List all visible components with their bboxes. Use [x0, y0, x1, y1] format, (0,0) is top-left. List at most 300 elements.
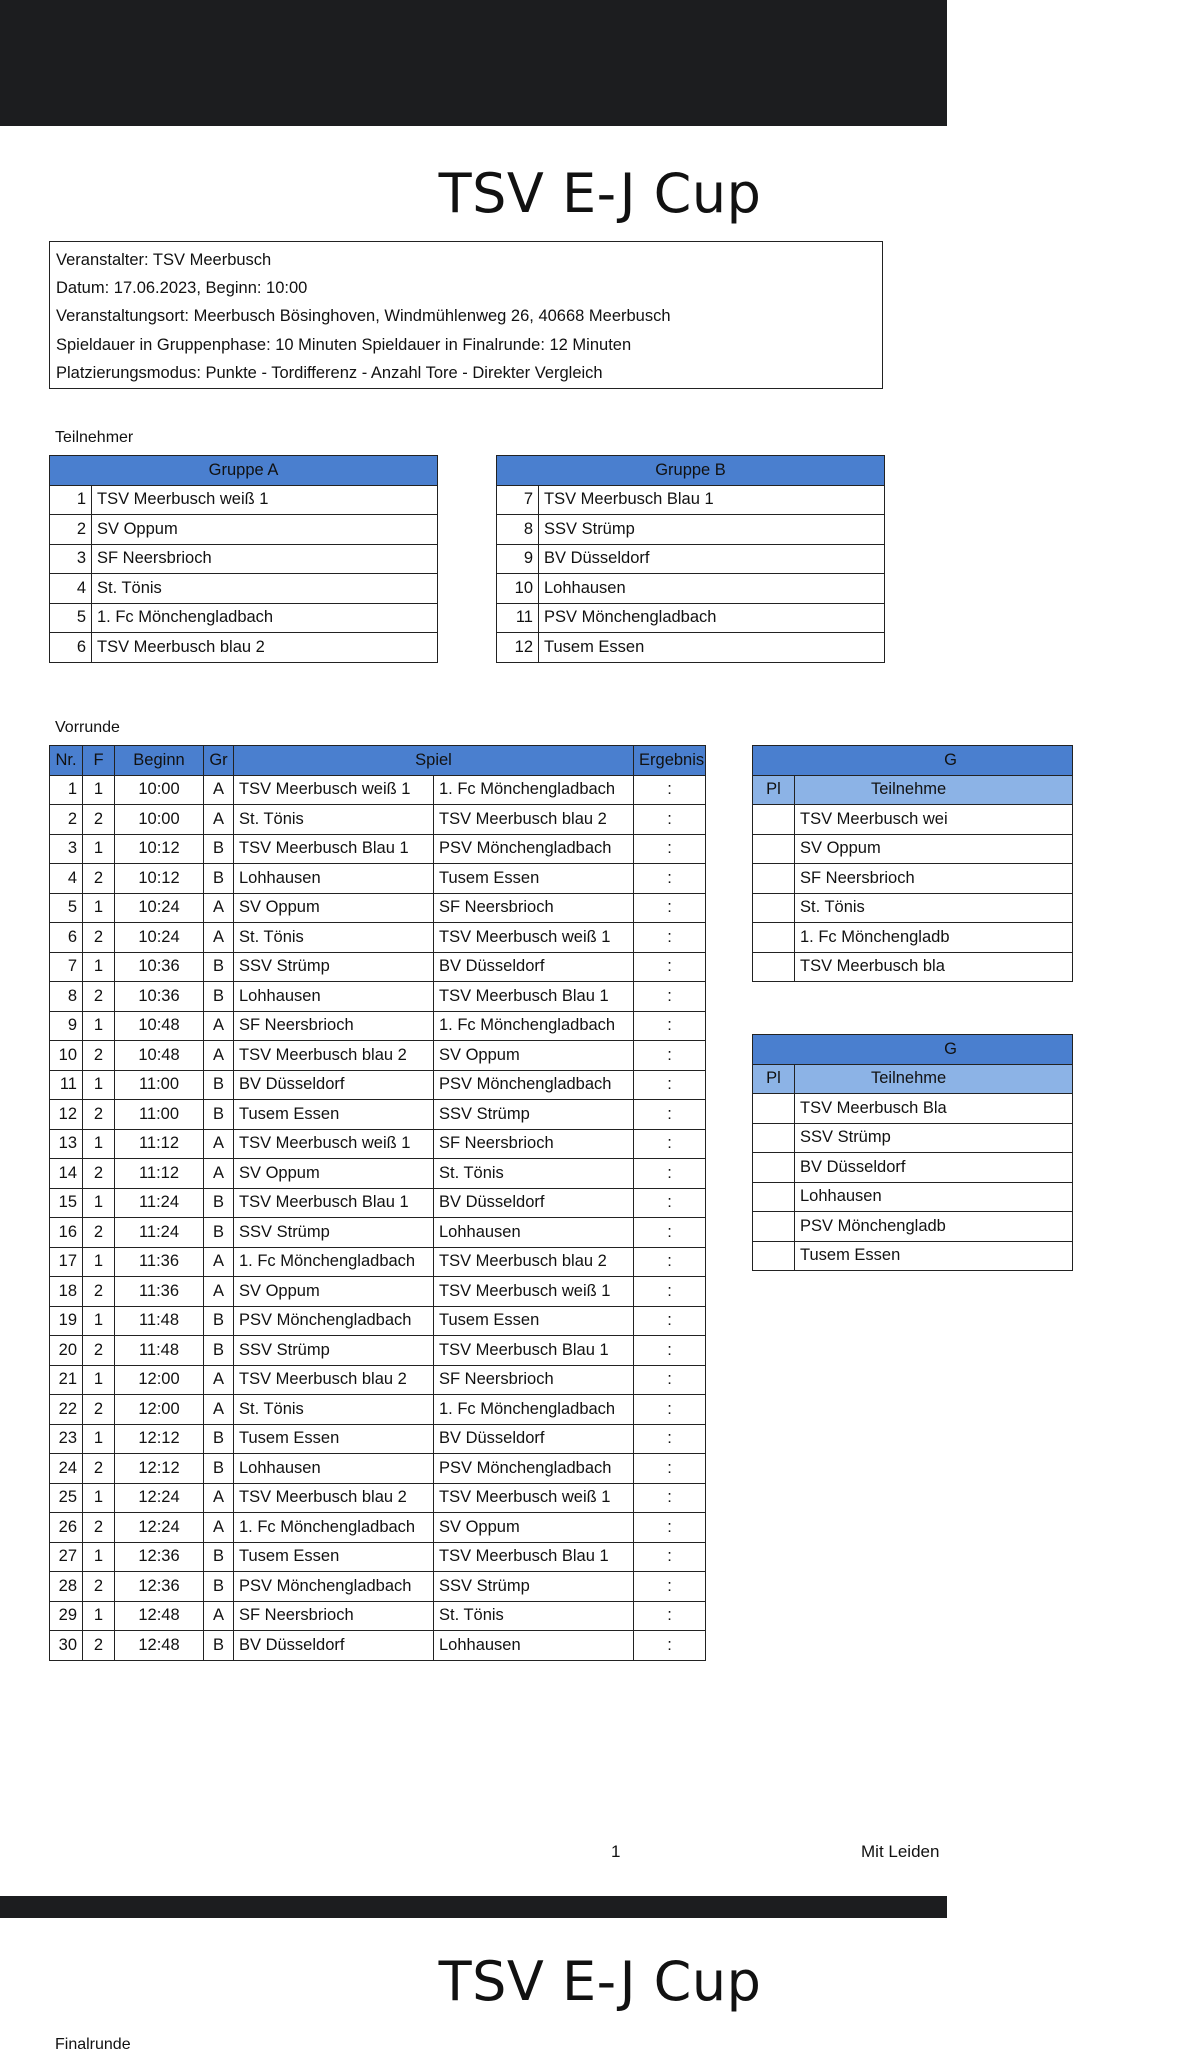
home-team: SSV Strümp	[234, 1336, 434, 1366]
standings-place	[753, 864, 795, 894]
away-team: SV Oppum	[434, 1513, 634, 1543]
match-start-time: 12:36	[115, 1542, 204, 1572]
team-number: 11	[497, 603, 539, 633]
event-info-box	[49, 241, 883, 389]
match-result: :	[634, 1631, 706, 1661]
match-start-time: 10:48	[115, 1041, 204, 1071]
team-name: BV Düsseldorf	[539, 544, 885, 574]
team-number: 7	[497, 485, 539, 515]
match-start-time: 12:12	[115, 1424, 204, 1454]
standings-place	[753, 834, 795, 864]
page-separator-bar	[0, 1896, 947, 1918]
match-number: 15	[50, 1188, 83, 1218]
match-group: B	[204, 982, 234, 1012]
team-name: SF Neersbrioch	[92, 544, 438, 574]
away-team: SSV Strümp	[434, 1572, 634, 1602]
match-field: 1	[83, 1424, 115, 1454]
match-result: :	[634, 1011, 706, 1041]
standings-row	[753, 923, 1073, 953]
match-start-time: 11:00	[115, 1100, 204, 1130]
match-result: :	[634, 923, 706, 953]
match-start-time: 12:12	[115, 1454, 204, 1484]
standings-b-pl-header: Pl	[753, 1064, 795, 1094]
match-row	[50, 1277, 706, 1307]
standings-group-a-table	[752, 745, 1073, 982]
team-name: Lohhausen	[539, 574, 885, 604]
home-team: TSV Meerbusch weiß 1	[234, 1129, 434, 1159]
match-result: :	[634, 1424, 706, 1454]
team-name: TSV Meerbusch weiß 1	[92, 485, 438, 515]
match-start-time: 10:12	[115, 834, 204, 864]
match-field: 1	[83, 1365, 115, 1395]
match-result: :	[634, 1306, 706, 1336]
match-row	[50, 893, 706, 923]
match-field: 1	[83, 1483, 115, 1513]
match-row	[50, 1247, 706, 1277]
team-name: TSV Meerbusch blau 2	[92, 633, 438, 663]
match-result: :	[634, 1601, 706, 1631]
home-team: Tusem Essen	[234, 1542, 434, 1572]
standings-row	[753, 864, 1073, 894]
match-start-time: 11:24	[115, 1188, 204, 1218]
match-result: :	[634, 952, 706, 982]
match-group: A	[204, 1247, 234, 1277]
match-group: B	[204, 1572, 234, 1602]
match-group: B	[204, 1424, 234, 1454]
preliminary-round-label: Vorrunde	[55, 719, 120, 736]
match-group: A	[204, 1129, 234, 1159]
match-number: 6	[50, 923, 83, 953]
match-group: B	[204, 1454, 234, 1484]
away-team: SF Neersbrioch	[434, 1129, 634, 1159]
standings-place	[753, 1094, 795, 1124]
away-team: 1. Fc Mönchengladbach	[434, 1011, 634, 1041]
match-group: A	[204, 1159, 234, 1189]
match-number: 22	[50, 1395, 83, 1425]
group-b-table	[496, 455, 885, 663]
standings-place	[753, 1182, 795, 1212]
standings-place	[753, 1241, 795, 1271]
team-number: 12	[497, 633, 539, 663]
team-row	[50, 633, 438, 663]
standings-place	[753, 952, 795, 982]
away-team: TSV Meerbusch blau 2	[434, 1247, 634, 1277]
match-field: 1	[83, 834, 115, 864]
standings-b-team-header: Teilnehme	[795, 1064, 1073, 1094]
match-start-time: 11:36	[115, 1277, 204, 1307]
match-number: 10	[50, 1041, 83, 1071]
match-start-time: 11:12	[115, 1159, 204, 1189]
standings-team-name: Lohhausen	[795, 1182, 1073, 1212]
home-team: Lohhausen	[234, 1454, 434, 1484]
standings-team-name: TSV Meerbusch wei	[795, 805, 1073, 835]
info-duration: Spieldauer in Gruppenphase: 10 Minuten Spieldauer in Finalrunde: 12 Minuten	[56, 335, 632, 354]
standings-team-name: TSV Meerbusch Bla	[795, 1094, 1073, 1124]
match-number: 21	[50, 1365, 83, 1395]
match-result: :	[634, 893, 706, 923]
match-start-time: 12:36	[115, 1572, 204, 1602]
match-row	[50, 1218, 706, 1248]
match-group: B	[204, 1070, 234, 1100]
page-number: 1	[611, 1842, 621, 1861]
match-number: 16	[50, 1218, 83, 1248]
page-title: TSV E-J Cup	[438, 162, 762, 225]
match-field: 1	[83, 1011, 115, 1041]
team-name: SSV Strümp	[539, 515, 885, 545]
match-start-time: 11:48	[115, 1306, 204, 1336]
team-name: 1. Fc Mönchengladbach	[92, 603, 438, 633]
top-dark-bar	[0, 0, 947, 126]
home-team: SV Oppum	[234, 893, 434, 923]
away-team: St. Tönis	[434, 1601, 634, 1631]
away-team: TSV Meerbusch weiß 1	[434, 1483, 634, 1513]
match-number: 5	[50, 893, 83, 923]
home-team: Lohhausen	[234, 982, 434, 1012]
match-field: 2	[83, 1100, 115, 1130]
team-number: 5	[50, 603, 92, 633]
match-group: B	[204, 1218, 234, 1248]
match-row	[50, 775, 706, 805]
match-start-time: 12:00	[115, 1365, 204, 1395]
standings-a-pl-header: Pl	[753, 775, 795, 805]
home-team: Lohhausen	[234, 864, 434, 894]
match-result: :	[634, 1188, 706, 1218]
info-ranking-mode: Platzierungsmodus: Punkte - Tordifferenz - Anzahl Tore - Direkter Vergleich	[56, 363, 603, 382]
match-field: 1	[83, 1129, 115, 1159]
standings-place	[753, 805, 795, 835]
match-row	[50, 1424, 706, 1454]
home-team: 1. Fc Mönchengladbach	[234, 1513, 434, 1543]
group-b-header: Gruppe B	[497, 456, 885, 486]
match-result: :	[634, 982, 706, 1012]
team-number: 2	[50, 515, 92, 545]
away-team: TSV Meerbusch weiß 1	[434, 1277, 634, 1307]
info-venue: Veranstaltungsort: Meerbusch Bösinghoven, Windmühlenweg 26, 40668 Meerbusch	[56, 307, 671, 326]
team-row	[497, 544, 885, 574]
match-row	[50, 1336, 706, 1366]
col-result-header: Ergebnis	[634, 746, 706, 776]
away-team: PSV Mönchengladbach	[434, 1070, 634, 1100]
team-name: St. Tönis	[92, 574, 438, 604]
home-team: PSV Mönchengladbach	[234, 1572, 434, 1602]
team-number: 3	[50, 544, 92, 574]
team-name: Tusem Essen	[539, 633, 885, 663]
schedule-table	[49, 745, 706, 1661]
away-team: BV Düsseldorf	[434, 1188, 634, 1218]
standings-team-name: 1. Fc Mönchengladb	[795, 923, 1073, 953]
match-result: :	[634, 1218, 706, 1248]
match-result: :	[634, 1395, 706, 1425]
home-team: St. Tönis	[234, 923, 434, 953]
match-number: 3	[50, 834, 83, 864]
standings-b-header: G	[753, 1035, 1073, 1065]
home-team: TSV Meerbusch Blau 1	[234, 834, 434, 864]
match-group: B	[204, 1542, 234, 1572]
standings-team-name: Tusem Essen	[795, 1241, 1073, 1271]
match-row	[50, 1070, 706, 1100]
match-result: :	[634, 1483, 706, 1513]
match-field: 2	[83, 1572, 115, 1602]
group-a-table	[49, 455, 438, 663]
home-team: SF Neersbrioch	[234, 1011, 434, 1041]
standings-row	[753, 1153, 1073, 1183]
standings-row	[753, 952, 1073, 982]
match-number: 24	[50, 1454, 83, 1484]
match-result: :	[634, 1277, 706, 1307]
match-field: 2	[83, 1454, 115, 1484]
match-group: B	[204, 1631, 234, 1661]
match-result: :	[634, 1129, 706, 1159]
away-team: SF Neersbrioch	[434, 893, 634, 923]
home-team: TSV Meerbusch Blau 1	[234, 1188, 434, 1218]
match-group: B	[204, 1100, 234, 1130]
home-team: TSV Meerbusch weiß 1	[234, 775, 434, 805]
match-row	[50, 1041, 706, 1071]
match-number: 9	[50, 1011, 83, 1041]
match-group: B	[204, 952, 234, 982]
match-field: 1	[83, 1306, 115, 1336]
match-start-time: 12:24	[115, 1483, 204, 1513]
match-number: 28	[50, 1572, 83, 1602]
match-group: B	[204, 1188, 234, 1218]
team-row	[50, 603, 438, 633]
match-group: A	[204, 1011, 234, 1041]
standings-team-name: St. Tönis	[795, 893, 1073, 923]
match-group: A	[204, 893, 234, 923]
match-row	[50, 952, 706, 982]
match-field: 2	[83, 805, 115, 835]
match-row	[50, 1159, 706, 1189]
standings-team-name: SV Oppum	[795, 834, 1073, 864]
away-team: TSV Meerbusch Blau 1	[434, 1336, 634, 1366]
team-row	[50, 515, 438, 545]
col-match-header: Spiel	[234, 746, 634, 776]
away-team: 1. Fc Mönchengladbach	[434, 1395, 634, 1425]
match-group: A	[204, 1365, 234, 1395]
standings-group-b-table	[752, 1034, 1073, 1271]
match-start-time: 10:36	[115, 982, 204, 1012]
away-team: PSV Mönchengladbach	[434, 1454, 634, 1484]
participants-label: Teilnehmer	[55, 429, 134, 446]
match-group: A	[204, 775, 234, 805]
page-2-title: TSV E-J Cup	[438, 1950, 762, 2013]
match-number: 29	[50, 1601, 83, 1631]
match-number: 27	[50, 1542, 83, 1572]
standings-row	[753, 1123, 1073, 1153]
match-group: B	[204, 864, 234, 894]
group-a-header: Gruppe A	[50, 456, 438, 486]
away-team: TSV Meerbusch blau 2	[434, 805, 634, 835]
match-start-time: 12:24	[115, 1513, 204, 1543]
match-start-time: 11:24	[115, 1218, 204, 1248]
match-result: :	[634, 1572, 706, 1602]
match-number: 7	[50, 952, 83, 982]
match-field: 2	[83, 923, 115, 953]
match-row	[50, 1011, 706, 1041]
match-group: A	[204, 1395, 234, 1425]
standings-place	[753, 923, 795, 953]
team-row	[50, 574, 438, 604]
match-start-time: 11:48	[115, 1336, 204, 1366]
standings-team-name: TSV Meerbusch bla	[795, 952, 1073, 982]
match-row	[50, 864, 706, 894]
away-team: Lohhausen	[434, 1631, 634, 1661]
match-number: 13	[50, 1129, 83, 1159]
match-field: 1	[83, 775, 115, 805]
standings-row	[753, 1094, 1073, 1124]
team-name: PSV Mönchengladbach	[539, 603, 885, 633]
match-number: 2	[50, 805, 83, 835]
match-number: 14	[50, 1159, 83, 1189]
match-row	[50, 1365, 706, 1395]
team-row	[497, 574, 885, 604]
away-team: TSV Meerbusch Blau 1	[434, 1542, 634, 1572]
match-result: :	[634, 1336, 706, 1366]
home-team: 1. Fc Mönchengladbach	[234, 1247, 434, 1277]
match-result: :	[634, 1542, 706, 1572]
match-row	[50, 1306, 706, 1336]
match-row	[50, 1129, 706, 1159]
home-team: St. Tönis	[234, 805, 434, 835]
match-group: B	[204, 834, 234, 864]
match-row	[50, 1542, 706, 1572]
standings-row	[753, 805, 1073, 835]
match-row	[50, 1513, 706, 1543]
match-field: 2	[83, 1041, 115, 1071]
match-result: :	[634, 1454, 706, 1484]
standings-place	[753, 1123, 795, 1153]
match-start-time: 12:48	[115, 1631, 204, 1661]
team-number: 10	[497, 574, 539, 604]
home-team: TSV Meerbusch blau 2	[234, 1483, 434, 1513]
home-team: TSV Meerbusch blau 2	[234, 1365, 434, 1395]
match-row	[50, 1572, 706, 1602]
away-team: TSV Meerbusch Blau 1	[434, 982, 634, 1012]
team-number: 1	[50, 485, 92, 515]
match-start-time: 10:24	[115, 893, 204, 923]
team-name: TSV Meerbusch Blau 1	[539, 485, 885, 515]
team-row	[50, 544, 438, 574]
match-number: 23	[50, 1424, 83, 1454]
match-start-time: 10:48	[115, 1011, 204, 1041]
match-result: :	[634, 1070, 706, 1100]
match-number: 20	[50, 1336, 83, 1366]
team-row	[497, 633, 885, 663]
standings-row	[753, 893, 1073, 923]
match-field: 1	[83, 1601, 115, 1631]
match-start-time: 11:12	[115, 1129, 204, 1159]
match-field: 2	[83, 1159, 115, 1189]
match-row	[50, 1188, 706, 1218]
match-start-time: 10:00	[115, 805, 204, 835]
match-result: :	[634, 1159, 706, 1189]
standings-place	[753, 1153, 795, 1183]
match-group: B	[204, 1336, 234, 1366]
standings-row	[753, 1182, 1073, 1212]
away-team: SV Oppum	[434, 1041, 634, 1071]
col-nr-header: Nr.	[50, 746, 83, 776]
match-field: 1	[83, 952, 115, 982]
match-number: 8	[50, 982, 83, 1012]
home-team: BV Düsseldorf	[234, 1070, 434, 1100]
match-row	[50, 1631, 706, 1661]
team-number: 8	[497, 515, 539, 545]
standings-team-name: PSV Mönchengladb	[795, 1212, 1073, 1242]
away-team: PSV Mönchengladbach	[434, 834, 634, 864]
match-result: :	[634, 864, 706, 894]
match-number: 4	[50, 864, 83, 894]
away-team: St. Tönis	[434, 1159, 634, 1189]
match-number: 19	[50, 1306, 83, 1336]
match-group: A	[204, 1277, 234, 1307]
match-start-time: 11:36	[115, 1247, 204, 1277]
standings-a-team-header: Teilnehme	[795, 775, 1073, 805]
team-number: 4	[50, 574, 92, 604]
match-result: :	[634, 1365, 706, 1395]
match-number: 1	[50, 775, 83, 805]
home-team: BV Düsseldorf	[234, 1631, 434, 1661]
match-number: 12	[50, 1100, 83, 1130]
away-team: 1. Fc Mönchengladbach	[434, 775, 634, 805]
footer-text: Mit Leiden	[861, 1842, 940, 1861]
match-start-time: 12:48	[115, 1601, 204, 1631]
home-team: Tusem Essen	[234, 1424, 434, 1454]
match-field: 1	[83, 1247, 115, 1277]
team-row	[497, 485, 885, 515]
match-row	[50, 1601, 706, 1631]
away-team: Lohhausen	[434, 1218, 634, 1248]
standings-a-header: G	[753, 746, 1073, 776]
match-start-time: 10:12	[115, 864, 204, 894]
match-row	[50, 1100, 706, 1130]
match-row	[50, 805, 706, 835]
match-field: 1	[83, 893, 115, 923]
info-date: Datum: 17.06.2023, Beginn: 10:00	[56, 279, 308, 298]
match-number: 17	[50, 1247, 83, 1277]
match-result: :	[634, 1100, 706, 1130]
match-start-time: 10:36	[115, 952, 204, 982]
col-group-header: Gr	[204, 746, 234, 776]
match-group: A	[204, 1483, 234, 1513]
away-team: TSV Meerbusch weiß 1	[434, 923, 634, 953]
standings-place	[753, 1212, 795, 1242]
home-team: SSV Strümp	[234, 1218, 434, 1248]
match-number: 26	[50, 1513, 83, 1543]
match-number: 25	[50, 1483, 83, 1513]
match-start-time: 12:00	[115, 1395, 204, 1425]
standings-row	[753, 1212, 1073, 1242]
match-group: A	[204, 1601, 234, 1631]
away-team: BV Düsseldorf	[434, 952, 634, 982]
match-start-time: 11:00	[115, 1070, 204, 1100]
match-group: A	[204, 1513, 234, 1543]
home-team: Tusem Essen	[234, 1100, 434, 1130]
match-group: A	[204, 1041, 234, 1071]
final-round-label: Finalrunde	[55, 2036, 131, 2053]
home-team: SF Neersbrioch	[234, 1601, 434, 1631]
team-name: SV Oppum	[92, 515, 438, 545]
match-result: :	[634, 805, 706, 835]
match-row	[50, 834, 706, 864]
col-field-header: F	[83, 746, 115, 776]
home-team: St. Tönis	[234, 1395, 434, 1425]
away-team: Tusem Essen	[434, 1306, 634, 1336]
standings-row	[753, 1241, 1073, 1271]
match-field: 2	[83, 1277, 115, 1307]
match-row	[50, 1483, 706, 1513]
match-field: 2	[83, 1513, 115, 1543]
match-field: 1	[83, 1188, 115, 1218]
